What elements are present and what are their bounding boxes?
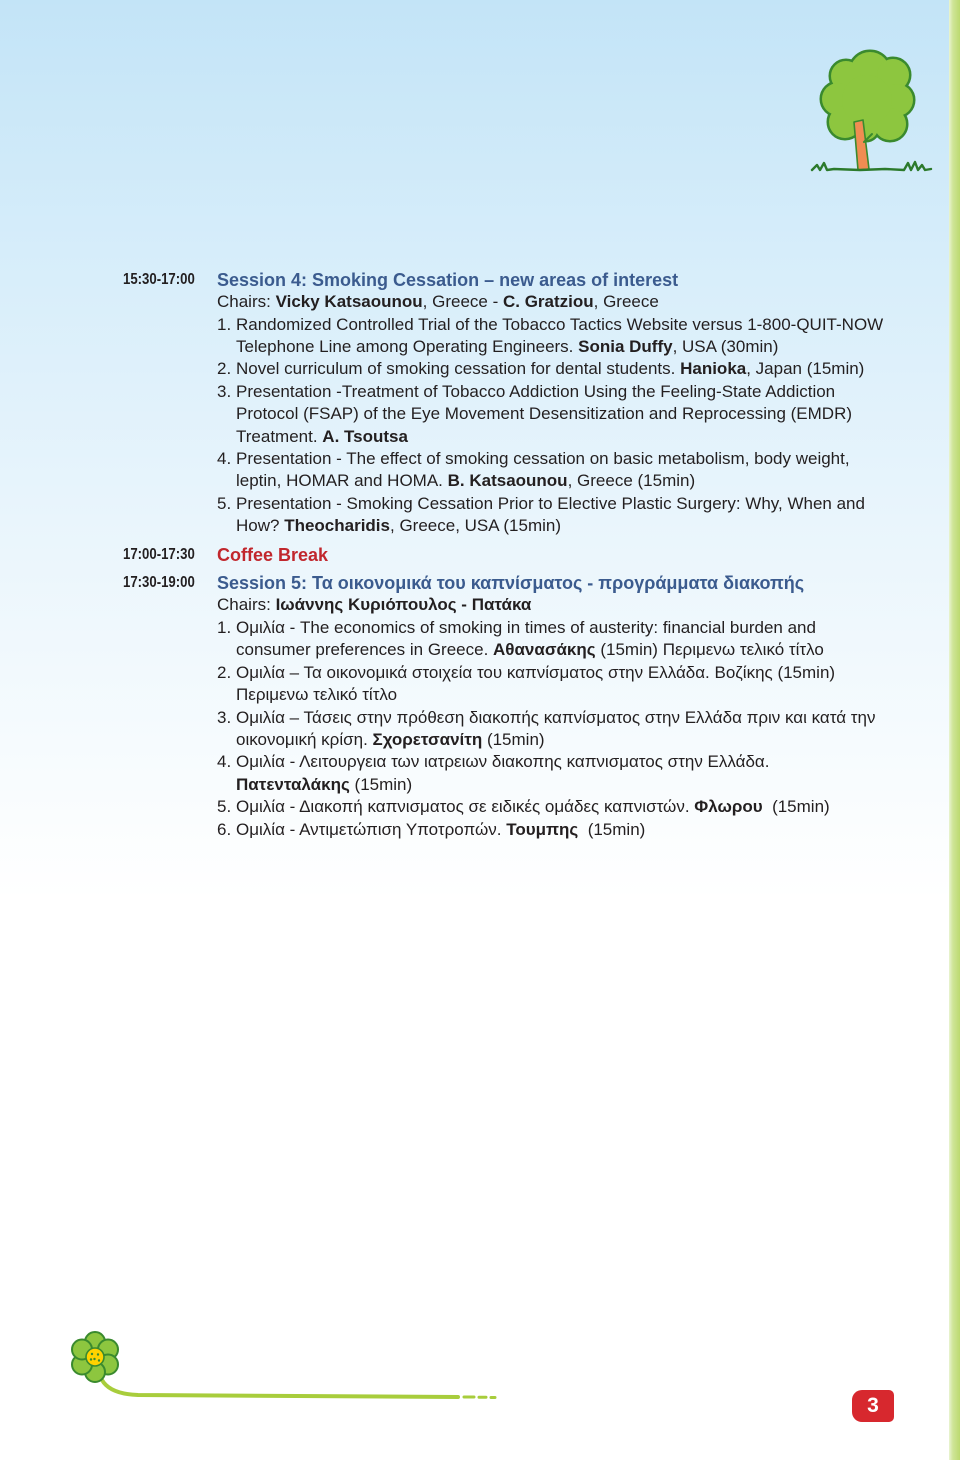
talk-number: 4. <box>217 449 232 469</box>
text-segment: Chairs: <box>217 292 276 312</box>
speaker-name: Σχορετσανίτη <box>372 729 483 749</box>
talk-line <box>217 617 923 639</box>
text-segment: Presentation - Smoking Cessation Prior to Elective Plastic Surgery: Why, When and <box>236 493 865 513</box>
text-segment: Randomized Controlled Trial of the Tobacco Tactics Website versus 1-800-QUIT-NOW <box>236 314 884 334</box>
talk-number: 3. <box>217 707 232 727</box>
text-segment: Telephone Line among Operating Engineers. <box>236 337 579 357</box>
grass-line <box>812 162 931 170</box>
talk-line <box>217 751 923 773</box>
break-title: Coffee Break <box>217 544 329 565</box>
program-schedule <box>123 269 923 847</box>
chairs-line <box>217 594 923 616</box>
talk-line <box>217 707 923 729</box>
talk-line <box>236 515 923 537</box>
text-segment: How? <box>236 516 285 536</box>
talk-line <box>217 381 923 403</box>
text-segment: consumer preferences in Greece. <box>236 640 494 660</box>
speaker-name: Vicky Katsaounou <box>275 292 423 312</box>
text-segment: Chairs: <box>217 595 276 615</box>
talk-line <box>236 470 923 492</box>
talk-number: 6. <box>217 819 232 839</box>
talk-item <box>217 381 923 448</box>
speaker-name: Theocharidis <box>284 516 390 536</box>
talk-number: 4. <box>217 752 232 772</box>
talk-line <box>236 774 923 796</box>
text-segment: (15min) <box>482 729 545 749</box>
time-slot: 17:00-17:30 <box>123 545 195 563</box>
text-segment: οικονομική κρίση. <box>236 729 373 749</box>
text-segment: , Greece (15min) <box>567 471 696 491</box>
flower-stem <box>102 1380 458 1397</box>
speaker-name: Φλωρου <box>694 797 763 817</box>
green-edge-stripe <box>949 0 960 1460</box>
flower-center <box>86 1348 104 1366</box>
talk-line <box>217 358 923 380</box>
talk-item <box>217 358 923 380</box>
session-row <box>123 572 923 841</box>
text-segment: Treatment. <box>236 426 323 446</box>
talk-item <box>217 493 923 538</box>
speaker-name: Αθανασάκης <box>493 640 596 660</box>
speaker-name: B. Katsaounou <box>447 471 568 491</box>
chairs-line <box>217 291 923 313</box>
talk-line <box>217 314 923 336</box>
talk-line <box>217 819 923 841</box>
text-segment: Ομιλία – Τάσεις στην πρόθεση διακοπής καπνίσματος στην Ελλάδα πριν και κατά την <box>236 707 876 727</box>
text-segment: , Greece <box>593 292 659 312</box>
talk-line <box>236 729 923 751</box>
session-body <box>217 269 923 538</box>
page-number-badge <box>852 1390 894 1422</box>
talk-item <box>217 314 923 359</box>
talk-item <box>217 819 923 841</box>
text-segment: Novel curriculum of smoking cessation for dental students. <box>236 359 681 379</box>
talk-number: 5. <box>217 493 232 513</box>
break-body <box>217 544 923 566</box>
break-row <box>123 544 923 566</box>
talk-number: 1. <box>217 314 232 334</box>
talk-line <box>236 639 923 661</box>
session-row <box>123 269 923 538</box>
talk-line <box>217 448 923 470</box>
speaker-name: A. Tsoutsa <box>322 426 408 446</box>
time-slot: 17:30-19:00 <box>123 574 195 592</box>
talk-item <box>217 448 923 493</box>
text-segment: (15min) Περιμενω τελικό τίτλο <box>595 640 824 660</box>
text-segment: , USA (30min) <box>672 337 779 357</box>
session-title: Session 4: Smoking Cessation – new areas of interest <box>217 269 679 290</box>
talk-number: 3. <box>217 381 232 401</box>
text-segment: Ομιλία - Διακοπή καπνισματος σε ειδικές ομάδες καπνιστών. <box>236 797 695 817</box>
text-segment: Περιμενω τελικό τίτλο <box>236 685 398 705</box>
talk-line <box>236 336 923 358</box>
speaker-name: C. Gratziou <box>502 292 594 312</box>
text-segment: Ομιλία - Αντιμετώπιση Υποτροπών. <box>236 819 507 839</box>
tree-icon <box>800 42 940 182</box>
talk-item <box>217 796 923 818</box>
text-segment: Presentation - The effect of smoking cessation on basic metabolism, body weight, <box>236 449 850 469</box>
talk-item <box>217 751 923 796</box>
flower-icon <box>58 1330 508 1406</box>
talk-number: 1. <box>217 617 232 637</box>
talk-item <box>217 707 923 752</box>
text-segment: Presentation -Treatment of Tobacco Addiction Using the Feeling-State Addiction <box>236 381 836 401</box>
session-title: Session 5: Τα οικονομικά του καπνίσματος - προγράμματα διακοπής <box>217 573 805 594</box>
talk-number: 2. <box>217 359 232 379</box>
speaker-name: Πατενταλάκης <box>236 774 350 794</box>
talk-line <box>217 796 923 818</box>
text-segment: , Japan (15min) <box>746 359 865 379</box>
text-segment: (15min) <box>578 819 646 839</box>
text-segment: Protocol (FSAP) of the Eye Movement Desensitization and Reprocessing (EMDR) <box>236 404 853 424</box>
session-body <box>217 572 923 841</box>
time-slot: 15:30-17:00 <box>123 270 195 288</box>
talk-item <box>217 662 923 707</box>
flower-stem-dashes <box>464 1397 495 1398</box>
text-segment: leptin, HOMAR and HOMA. <box>236 471 448 491</box>
page-number: 3 <box>867 1394 879 1417</box>
text-segment: Ομιλία - Λειτουργεια των ιατρειων διακοπης καπνισματος στην Ελλάδα. <box>236 752 770 772</box>
talk-line <box>217 662 923 684</box>
speaker-name: Τουμπης <box>506 819 579 839</box>
talk-line <box>236 403 923 425</box>
speaker-name: Sonia Duffy <box>578 337 673 357</box>
text-segment: , Greece, USA (15min) <box>390 516 562 536</box>
text-segment: Ομιλία – Τα οικονομικά στοιχεία του καπνίσματος στην Ελλάδα. Βοζίκης (15min) <box>236 662 836 682</box>
talk-line <box>217 493 923 515</box>
text-segment: Ομιλία - The economics of smoking in times of austerity: financial burden and <box>236 617 816 637</box>
tree-canopy <box>822 52 913 140</box>
talk-line <box>236 684 923 706</box>
talk-number: 5. <box>217 797 232 817</box>
text-segment: (15min) <box>762 797 830 817</box>
text-segment: (15min) <box>349 774 413 794</box>
talk-number: 2. <box>217 662 232 682</box>
speaker-name: Hanioka <box>680 359 747 379</box>
talk-line <box>236 426 923 448</box>
talk-item <box>217 617 923 662</box>
text-segment: , Greece - <box>422 292 503 312</box>
speaker-name: Ιωάννης Κυριόπουλος - Πατάκα <box>275 595 532 615</box>
